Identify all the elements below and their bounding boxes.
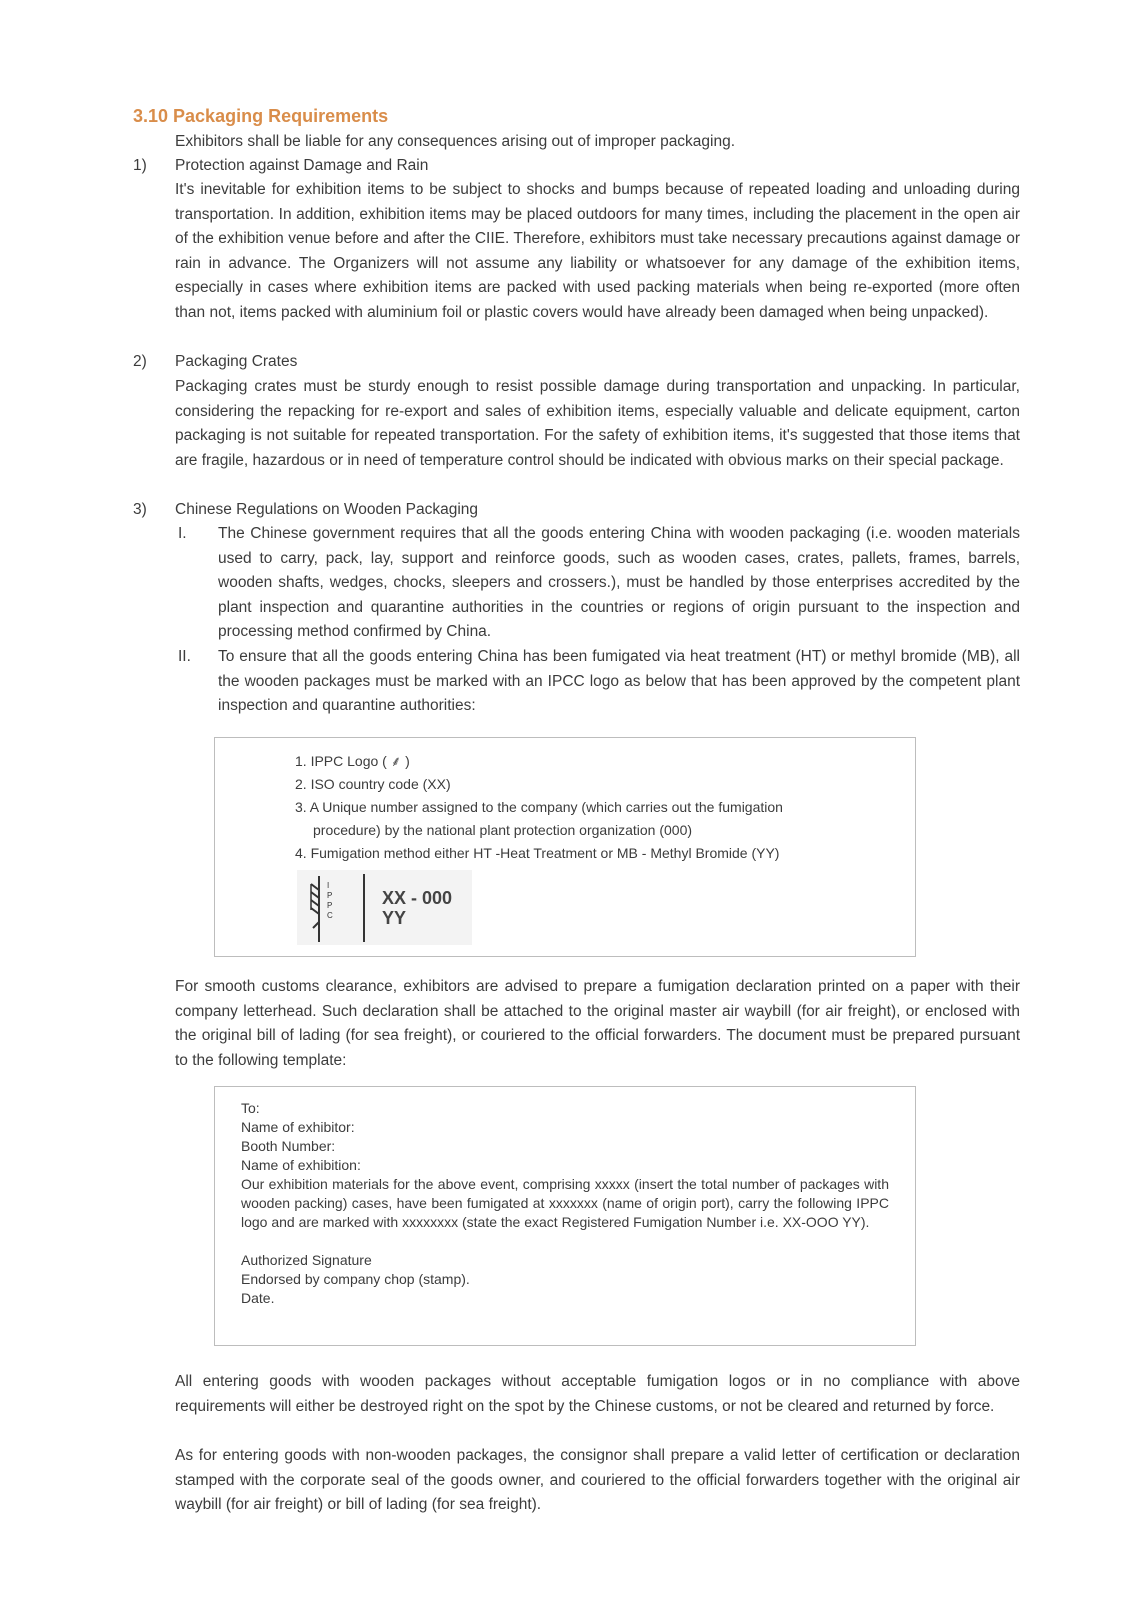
- item-title: Chinese Regulations on Wooden Packaging: [175, 501, 479, 518]
- subitem-number: I.: [178, 525, 187, 542]
- ippc-list-item: 1. IPPC Logo ( ⸙ ): [295, 753, 410, 769]
- item-title: Packaging Crates: [175, 353, 298, 370]
- template-line: Date.: [241, 1290, 275, 1306]
- template-line: Booth Number:: [241, 1138, 336, 1154]
- svg-text:P: P: [327, 901, 333, 910]
- template-line: Name of exhibitor:: [241, 1119, 355, 1135]
- ippc-mark: [297, 870, 472, 945]
- item-body: It's inevitable for exhibition items to be subject to shocks and bumps because of repeated loading and unloading during transportation. In addition, exhibition items may be placed outdoors for many times, including the placement in the open air of the exhibition venue before and after the CIIE. Therefore, exhibitors must take necessary precautions against damage or rain in advance. The Organizers will not assume any liability or whatsoever for any damage of the exhibition items, especially in cases where exhibition items are packed with used packing materials when being re-exported (more often than not, items packed with aluminium foil or plastic covers would have already been damaged when being unpacked).: [175, 181, 1020, 321]
- svg-text:C: C: [327, 911, 333, 920]
- subitem-body: To ensure that all the goods entering China has been fumigated via heat treatment (HT) or methyl bromide (MB), all the wooden packages must be marked with an IPCC logo as below that has been approved by the competent plant inspection and quarantine authorities:: [218, 648, 1020, 715]
- closing-paragraph: As for entering goods with non-wooden packages, the consignor shall prepare a valid letter of certification or declaration stamped with the corporate seal of the goods owner, and couriered to the official forwarders together with the original air waybill (for air freight) or bill of lading (for sea freight).: [175, 1447, 1020, 1514]
- wheat-icon: [303, 870, 343, 945]
- ippc-info-box: [214, 737, 916, 957]
- template-line: To:: [241, 1100, 260, 1116]
- svg-text:I: I: [327, 881, 330, 890]
- fumigation-code: [382, 888, 452, 928]
- template-line: Authorized Signature: [241, 1252, 372, 1268]
- section-intro: Exhibitors shall be liable for any consequences arising out of improper packaging.: [175, 133, 736, 150]
- ippc-list-item: 4. Fumigation method either HT -Heat Treatment or MB - Methyl Bromide (YY): [295, 845, 780, 861]
- subitem-body: The Chinese government requires that all the goods entering China with wooden packaging (i.e. wooden materials used to carry, pack, lay, support and reinforce goods, such as wooden cases, crates, pallets, frames, barrels, wooden shafts, wedges, chocks, sleepers and crossers.), must be handled by those enterprises accredited by the plant inspection and quarantine authorities in the countries or regions of origin pursuant to the inspection and processing method confirmed by China.: [218, 525, 1020, 641]
- ippc-list: [295, 750, 783, 865]
- closing-paragraph: All entering goods with wooden packages without acceptable fumigation logos or in no compliance with above requirements will either be destroyed right on the spot by the Chinese customs, or not be cleared and returned by force.: [175, 1373, 1020, 1415]
- code-line: XX - 000: [382, 888, 453, 908]
- template-text: [241, 1099, 889, 1308]
- ippc-list-item: 2. ISO country code (XX): [295, 776, 451, 792]
- template-line: Endorsed by company chop (stamp).: [241, 1271, 470, 1287]
- item-number: 2): [133, 353, 147, 370]
- ippc-list-item: 3. A Unique number assigned to the company (which carries out the fumigation: [295, 799, 783, 815]
- item-number: 3): [133, 501, 147, 518]
- declaration-template-box: [214, 1086, 916, 1346]
- section-heading: 3.10 Packaging Requirements: [133, 106, 389, 126]
- ippc-list-item: procedure) by the national plant protection organization (000): [313, 822, 693, 838]
- logo-divider: [363, 874, 365, 942]
- svg-text:P: P: [327, 891, 333, 900]
- clearance-paragraph: For smooth customs clearance, exhibitors are advised to prepare a fumigation declaration printed on a paper with their company letterhead. Such declaration shall be attached to the original master air waybill (for air freight), or enclosed with the original bill of lading (for sea freight), or couriered to the official forwarders. The document must be prepared pursuant to the following template:: [175, 978, 1020, 1069]
- template-line: Name of exhibition:: [241, 1157, 361, 1173]
- item-number: 1): [133, 157, 147, 174]
- code-line: YY: [382, 908, 407, 928]
- template-statement: Our exhibition materials for the above event, comprising xxxxx (insert the total number of packages with wooden packing) cases, have been fumigated at xxxxxxx (name of origin port), carry the following IPPC logo and are marked with xxxxxxxx (state the exact Registered Fumigation Number i.e. XX-OOO YY).: [241, 1176, 889, 1230]
- item-body: Packaging crates must be sturdy enough to resist possible damage during transportation and unpacking. In particular, considering the repacking for re-export and sales of exhibition items, especially valuable and delicate equipment, carton packaging is not suitable for repeated transportation. For the safety of exhibition items, it's suggested that those items that are fragile, hazardous or in need of temperature control should be indicated with obvious marks on their special package.: [175, 378, 1020, 469]
- subitem-number: II.: [178, 648, 191, 665]
- item-title: Protection against Damage and Rain: [175, 157, 429, 174]
